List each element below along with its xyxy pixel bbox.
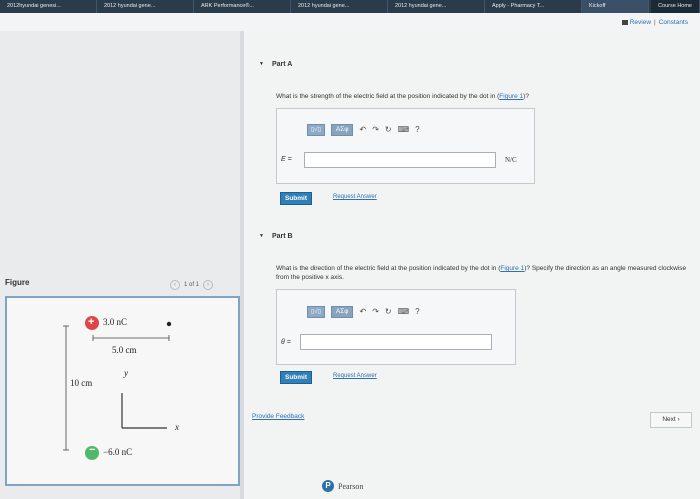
figure-page-count: 1 of 1 <box>184 282 200 288</box>
constants-link[interactable]: Constants <box>658 19 688 26</box>
figure-pager <box>170 280 213 290</box>
part-b-math-toolbar <box>307 306 420 318</box>
link-separator: | <box>654 19 656 26</box>
next-figure-button[interactable]: › <box>203 280 213 290</box>
part-b-question <box>276 264 692 282</box>
redo-icon[interactable]: ↷ <box>372 307 379 316</box>
pearson-logo-icon: P <box>322 480 334 492</box>
prev-figure-button[interactable]: ‹ <box>170 280 180 290</box>
part-a-header[interactable] <box>259 61 292 68</box>
part-a-math-toolbar <box>307 124 420 136</box>
question-text: What is the direction of the electric field at the position indicated by the dot in ( <box>276 265 501 272</box>
keyboard-icon[interactable]: ⌨ <box>397 125 410 134</box>
y-axis-label: y <box>124 368 128 378</box>
field-point-dot <box>167 322 171 326</box>
collapse-triangle-icon: ▼ <box>259 61 264 68</box>
browser-tab[interactable]: 2012hyundai genesi... <box>0 0 97 13</box>
part-a-answer-panel <box>276 108 535 184</box>
question-text: )? Specify the direction as an angle measured clockwise from the positive x axis. <box>276 265 687 281</box>
browser-tab-course-home[interactable]: Course Home <box>651 0 700 13</box>
undo-icon[interactable]: ↶ <box>359 307 367 316</box>
provide-feedback-link[interactable]: Provide Feedback <box>252 413 305 420</box>
theta-answer-input[interactable] <box>300 334 492 350</box>
templates-button[interactable]: ▯√▯ <box>307 306 325 318</box>
part-b-submit-button[interactable]: Submit <box>280 371 312 384</box>
part-a-question <box>276 92 676 101</box>
symbols-button[interactable]: ΑΣφ <box>331 124 354 136</box>
question-text: )? <box>523 93 529 100</box>
negative-sign: − <box>89 444 96 456</box>
pearson-brand: Pearson <box>338 481 364 491</box>
browser-tab-bar <box>0 0 700 13</box>
browser-tab[interactable]: ARK Performance®... <box>194 0 291 13</box>
browser-tab[interactable]: 2012 hyundai gene... <box>388 0 485 13</box>
collapse-triangle-icon: ▼ <box>259 233 264 240</box>
review-link[interactable]: Review <box>629 19 652 26</box>
question-text: What is the strength of the electric field at the position indicated by the dot in ( <box>276 93 500 100</box>
horizontal-distance-label: 5.0 cm <box>112 345 137 355</box>
theta-variable-label: θ = <box>281 339 291 346</box>
part-b-title: Part B <box>271 233 293 240</box>
part-b-header[interactable] <box>259 233 293 240</box>
e-variable-label: E = <box>281 156 292 163</box>
browser-tab[interactable]: 2012 hyundai gene... <box>97 0 194 13</box>
browser-tab[interactable]: Apply - Pharmacy T... <box>485 0 582 13</box>
symbols-button[interactable]: ΑΣφ <box>331 306 354 318</box>
header-links <box>622 19 688 26</box>
figure-link[interactable]: Figure 1 <box>499 93 524 100</box>
part-a-title: Part A <box>271 61 293 68</box>
review-icon <box>622 20 628 25</box>
x-axis-label: x <box>175 422 179 432</box>
browser-tab[interactable]: Kickoff <box>582 0 649 13</box>
reset-icon[interactable]: ↻ <box>384 307 392 316</box>
pearson-footer <box>322 480 363 492</box>
positive-sign: + <box>88 316 95 328</box>
reset-icon[interactable]: ↻ <box>384 125 392 134</box>
part-b-request-answer-link[interactable]: Request Answer <box>333 373 377 379</box>
next-button[interactable]: Next › <box>650 412 692 428</box>
figure-image <box>5 296 240 486</box>
figure-link[interactable]: Figure 1 <box>500 265 525 272</box>
part-a-request-answer-link[interactable]: Request Answer <box>333 194 377 200</box>
help-icon[interactable]: ? <box>415 307 420 316</box>
e-answer-input[interactable] <box>304 152 496 168</box>
figure-label: Figure <box>5 278 30 287</box>
unit-label: N/C <box>505 156 517 164</box>
help-icon[interactable]: ? <box>415 125 420 134</box>
undo-icon[interactable]: ↶ <box>359 125 367 134</box>
vertical-distance-label: 10 cm <box>70 378 93 388</box>
browser-tab[interactable]: 2012 hyundai gene... <box>291 0 388 13</box>
charge-top-label: 3.0 nC <box>103 317 128 327</box>
keyboard-icon[interactable]: ⌨ <box>397 307 410 316</box>
part-a-submit-button[interactable]: Submit <box>280 192 312 205</box>
part-b-answer-panel <box>276 289 516 365</box>
templates-button[interactable]: ▯√▯ <box>307 124 325 136</box>
redo-icon[interactable]: ↷ <box>372 125 379 134</box>
charge-bottom-label: −6.0 nC <box>103 447 133 457</box>
header-strip <box>0 13 700 31</box>
